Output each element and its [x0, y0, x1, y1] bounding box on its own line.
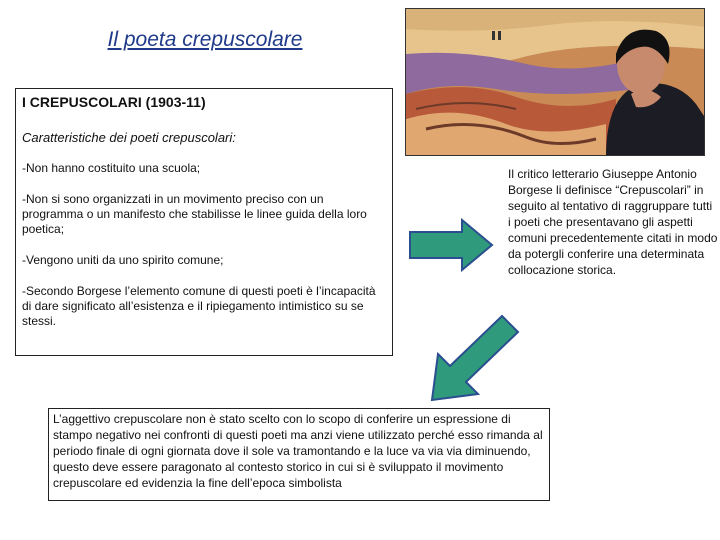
- crepuscolare-meaning-box: [48, 408, 550, 501]
- crepuscolare-meaning-text: L’aggettivo crepuscolare non è stato scelto con lo scopo di conferire un espressione di stampo negativo nei confronti di questi poeti ma anzi viene utilizzato perché esso rimanda al periodo finale di ogni giornata dove il sole va tramontando e la luce va via via diminuendo, questo deve essere paragonato al contesto storico in cui si è sviluppato il movimento crepuscolare ed evidenzia la fine dell’epoca simbolista: [53, 412, 543, 490]
- melancholy-painting-image: [405, 8, 705, 156]
- page-title: Il poeta crepuscolare: [107, 28, 303, 51]
- painting-illustration: [406, 9, 705, 156]
- arrow-down-left-icon: [420, 312, 520, 404]
- section-heading: I CREPUSCOLARI (1903-11): [22, 94, 206, 110]
- characteristic-item: -Non hanno costituito una scuola;: [22, 161, 201, 175]
- crepuscolari-characteristics-box: [15, 88, 393, 356]
- arrow-right-icon: [408, 218, 494, 272]
- characteristic-item: -Secondo Borgese l’elemento comune di questi poeti è l’incapacità di dare significato all’esistenza e il ripiegamento intimistico su se stessi.: [22, 284, 376, 328]
- characteristic-item: -Vengono uniti da uno spirito comune;: [22, 253, 224, 267]
- borgese-definition-text: Il critico letterario Giuseppe Antonio Borgese li definisce “Crepuscolari” in seguito al tentativo di raggruppare tutti i poeti che presentavano gli aspetti comuni precedentemente citati in modo da potergli conferire una determinata collocazione storica.: [508, 167, 718, 277]
- section-subheading: Caratteristiche dei poeti crepuscolari:: [22, 130, 236, 145]
- characteristic-item: -Non si sono organizzati in un movimento preciso con un programma o un manifesto che stabilisse le linee guida della loro poetica;: [22, 192, 367, 236]
